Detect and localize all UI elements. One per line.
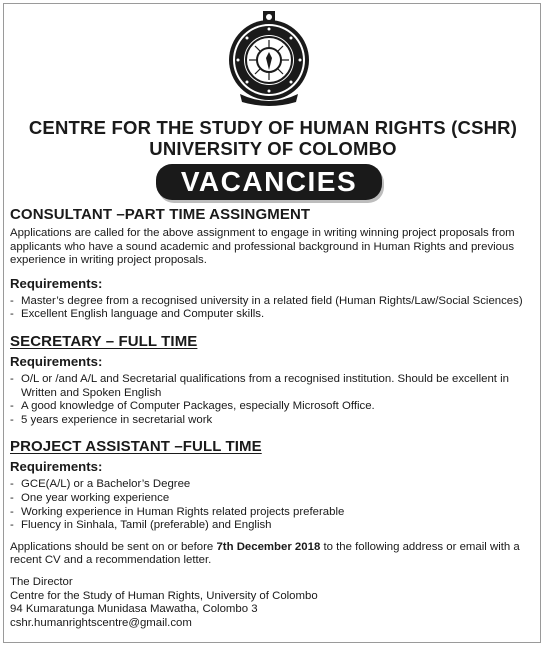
consultant-title: CONSULTANT –PART TIME ASSINGMENT — [10, 206, 311, 223]
list-item: - Fluency in Sinhala, Tamil (preferable) and English — [10, 519, 534, 533]
contact-address: 94 Kumaratunga Munidasa Mawatha, Colombo 3 — [10, 603, 258, 616]
list-item: - Master’s degree from a recognised university in a related field (Human Rights/Law/Social Sciences) — [10, 295, 534, 309]
consultant-description: Applications are called for the above assignment to engage in writing winning project proposals from applicants who have a sound academic and professional background in Human Rights and previous experience in writing project proposals. — [10, 227, 515, 267]
contact-organisation: Centre for the Study of Human Rights, University of Colombo — [10, 589, 318, 602]
secretary-requirements-list — [10, 373, 534, 427]
contact-title: The Director — [10, 575, 73, 588]
list-item: - Excellent English language and Computer skills. — [10, 308, 534, 322]
application-instructions: Applications should be sent on or before 7th December 2018 to the following address or email with a recent CV and a recommendation letter. — [10, 540, 520, 567]
list-item: - O/L or /and A/L and Secretarial qualifications from a recognised institution. Should be excellent in Written and Spoken English — [10, 373, 534, 400]
university-crest-logo — [226, 10, 312, 108]
application-deadline: 7th December 2018 — [216, 540, 321, 553]
list-item: - Working experience in Human Rights related projects preferable — [10, 506, 534, 520]
list-item: - GCE(A/L) or a Bachelor’s Degree — [10, 478, 534, 492]
org-name: CENTRE FOR THE STUDY OF HUMAN RIGHTS (CSHR) — [28, 117, 518, 138]
assistant-requirements-list — [10, 478, 534, 532]
secretary-requirements-heading: Requirements: — [10, 353, 103, 369]
university-name: UNIVERSITY OF COLOMBO — [149, 138, 397, 159]
list-item: - One year working experience — [10, 492, 534, 506]
consultant-requirements-heading: Requirements: — [10, 275, 103, 291]
list-item: - A good knowledge of Computer Packages, especially Microsoft Office. — [10, 400, 534, 414]
vacancies-banner: VACANCIES — [156, 164, 382, 200]
vacancy-content — [10, 206, 534, 630]
list-item: - 5 years experience in secretarial work — [10, 414, 534, 428]
project-assistant-title: PROJECT ASSISTANT –FULL TIME — [10, 438, 262, 456]
contact-email: cshr.humanrightscentre@gmail.com — [10, 616, 192, 629]
secretary-title: SECRETARY – FULL TIME — [10, 332, 198, 350]
assistant-requirements-heading: Requirements: — [10, 459, 103, 475]
consultant-requirements-list — [10, 295, 534, 322]
